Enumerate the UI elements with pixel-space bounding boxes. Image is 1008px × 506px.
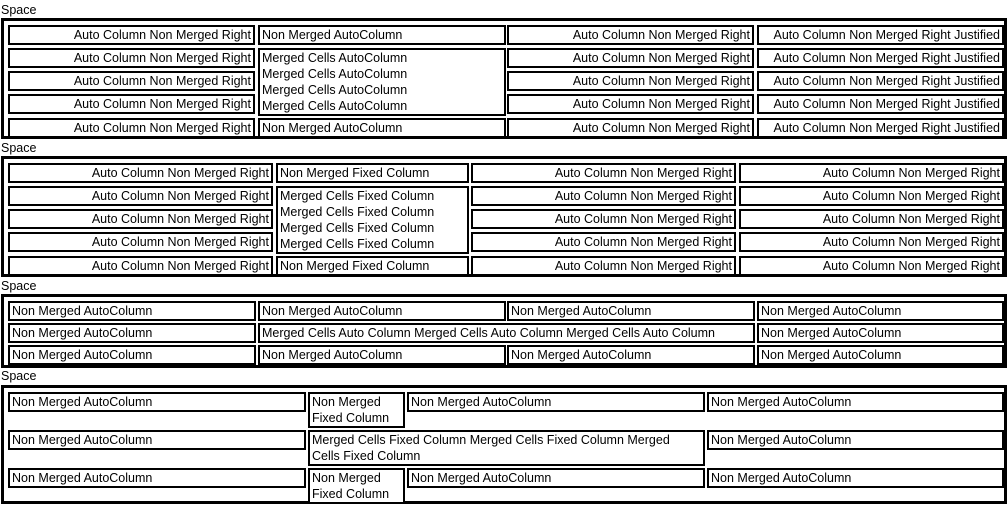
cell-auto-right: Auto Column Non Merged Right [471,232,736,252]
cell-non-merged-autocolumn: Non Merged AutoColumn [757,301,1004,321]
cell-non-merged-autocolumn: Non Merged AutoColumn [8,345,256,365]
cell-non-merged-autocolumn: Non Merged AutoColumn [707,468,1004,488]
cell-non-merged-fixed: Non Merged Fixed Column [308,468,405,504]
table-auto-merged [1,294,1007,368]
merged-line: Merged Cells Fixed Column [280,221,435,235]
cell-auto-right: Auto Column Non Merged Right [507,71,754,91]
cell-non-merged-autocolumn: Non Merged AutoColumn [8,323,256,343]
cell-auto-right: Auto Column Non Merged Right [507,25,754,45]
cell-non-merged-fixed: Non Merged Fixed Column [308,392,405,428]
cell-auto-right-justified: Auto Column Non Merged Right Justified [757,48,1004,68]
cell-non-merged-autocolumn: Non Merged AutoColumn [707,430,1004,450]
merged-line: Merged Cells Fixed Column [280,189,435,203]
cell-auto-right: Auto Column Non Merged Right [471,163,736,183]
cell-auto-right-justified: Auto Column Non Merged Right Justified [757,71,1004,91]
cell-auto-right: Auto Column Non Merged Right [507,118,754,138]
merged-line: Merged Cells AutoColumn [262,99,408,113]
merged-line: Merged Cells Fixed Column [280,205,435,219]
cell-non-merged-fixed: Non Merged Fixed Column [276,256,469,276]
cell-non-merged-autocolumn: Non Merged AutoColumn [8,392,306,412]
cell-merged-auto-column: Merged Cells Auto Column Merged Cells Auto Column Merged Cells Auto Column [258,323,755,343]
space-label-2: Space [1,141,37,155]
table-fixed-merged [1,385,1007,504]
cell-auto-right: Auto Column Non Merged Right [8,186,273,206]
table-auto-right [1,18,1007,139]
cell-auto-right: Auto Column Non Merged Right [739,232,1004,252]
cell-non-merged-autocolumn: Non Merged AutoColumn [507,301,755,321]
cell-merged-fixed [276,186,469,254]
cell-non-merged-fixed: Non Merged Fixed Column [276,163,469,183]
cell-auto-right: Auto Column Non Merged Right [739,163,1004,183]
cell-non-merged-autocolumn: Non Merged AutoColumn [407,468,705,488]
cell-auto-right: Auto Column Non Merged Right [8,48,255,68]
space-label-3: Space [1,279,37,293]
cell-auto-right: Auto Column Non Merged Right [471,209,736,229]
cell-auto-right-justified: Auto Column Non Merged Right Justified [757,94,1004,114]
cell-auto-right: Auto Column Non Merged Right [507,94,754,114]
space-label-4: Space [1,369,37,383]
cell-auto-right: Auto Column Non Merged Right [471,256,736,276]
cell-non-merged-autocolumn: Non Merged AutoColumn [258,345,506,365]
cell-merged-autocolumn [258,48,506,116]
cell-auto-right: Auto Column Non Merged Right [471,186,736,206]
cell-non-merged-autocolumn: Non Merged AutoColumn [258,118,506,138]
cell-merged-fixed-column: Merged Cells Fixed Column Merged Cells Fixed Column Merged Cells Fixed Column [308,430,705,466]
cell-non-merged-autocolumn: Non Merged AutoColumn [507,345,755,365]
cell-auto-right: Auto Column Non Merged Right [739,209,1004,229]
cell-non-merged-autocolumn: Non Merged AutoColumn [757,345,1004,365]
merged-line: Merged Cells AutoColumn [262,51,408,65]
cell-auto-right: Auto Column Non Merged Right [8,71,255,91]
cell-non-merged-autocolumn: Non Merged AutoColumn [707,392,1004,412]
cell-auto-right: Auto Column Non Merged Right [739,256,1004,276]
merged-line: Merged Cells AutoColumn [262,83,408,97]
cell-non-merged-autocolumn: Non Merged AutoColumn [258,301,506,321]
cell-auto-right: Auto Column Non Merged Right [8,232,273,252]
cell-auto-right-justified: Auto Column Non Merged Right Justified [757,118,1004,138]
merged-line: Merged Cells AutoColumn [262,67,408,81]
merged-line: Merged Cells Fixed Column [280,237,435,251]
table-fixed-column [1,156,1007,277]
cell-auto-right: Auto Column Non Merged Right [739,186,1004,206]
cell-auto-right: Auto Column Non Merged Right [8,118,255,138]
cell-auto-right: Auto Column Non Merged Right [8,163,273,183]
cell-auto-right: Auto Column Non Merged Right [507,48,754,68]
space-label-1: Space [1,3,37,17]
cell-auto-right: Auto Column Non Merged Right [8,25,255,45]
cell-auto-right: Auto Column Non Merged Right [8,94,255,114]
cell-non-merged-autocolumn: Non Merged AutoColumn [8,468,306,488]
cell-auto-right: Auto Column Non Merged Right [8,256,273,276]
cell-non-merged-autocolumn: Non Merged AutoColumn [258,25,506,45]
cell-auto-right-justified: Auto Column Non Merged Right Justified [757,25,1004,45]
cell-auto-right: Auto Column Non Merged Right [8,209,273,229]
cell-non-merged-autocolumn: Non Merged AutoColumn [8,430,306,450]
cell-non-merged-autocolumn: Non Merged AutoColumn [8,301,256,321]
cell-non-merged-autocolumn: Non Merged AutoColumn [757,323,1004,343]
cell-non-merged-autocolumn: Non Merged AutoColumn [407,392,705,412]
